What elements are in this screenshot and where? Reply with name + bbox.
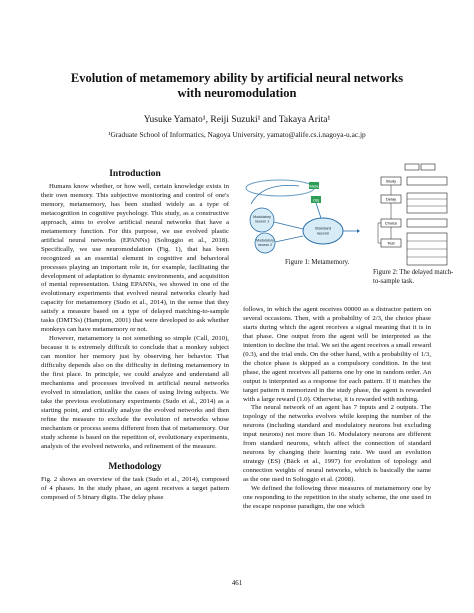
svg-text:Test: Test bbox=[387, 240, 395, 246]
svg-text:neuron 2: neuron 2 bbox=[257, 243, 273, 247]
svg-text:Meta: Meta bbox=[309, 183, 319, 189]
figure-1-caption: Figure 1: Metamemory. bbox=[285, 259, 350, 266]
svg-text:Delay: Delay bbox=[385, 196, 397, 202]
svg-text:Standard: Standard bbox=[314, 225, 332, 231]
svg-text:Study: Study bbox=[385, 178, 397, 184]
intro-paragraph-1: Humans know whether, or how well, certain knowledge exists in their own memory. This subjective monitoring and control of one's memory, metamemory, has been studied widely as a type of metacognition in cognitive psychology. This study, as a constructive approach, aims to evolve artificial neural networks that have a metamemory function. For this purpose, we use evolved plastic artificial neural networks (EPANNs) (Soltoggio et al., 2018). Specifically, we use neuromodulation (Fig. 1), that has been recognized as an essential element in cognitive and behavioral processes playing an important role in, for example, facilitating the development of adaptation to dynamic environments, and acquisition of mental representation. Using EPANNs, we showed in one of the evolutionary experiments that evolved neural networks clearly had capacity for metamemory (Sudo et al., 2014), in the sense that they satisfy a measure based on a type of delayed matching-to-sample tasks (DMTSs) (Hampton, 2001) that were developed to ask whether monkeys can have metamemory or not. bbox=[41, 183, 229, 334]
affiliation: ¹Graduate School of Informatics, Nagoya University, yamato@alife.cs.i.nagoya-u.ac.jp bbox=[108, 130, 366, 139]
figure-2-caption: Figure 2: The delayed match-to-sample task. bbox=[373, 269, 454, 285]
svg-text:neuron 1: neuron 1 bbox=[254, 219, 270, 224]
right-paragraph-1: follows, in which the agent receives 00000 as a distractor pattern on several occasions. Then, with a probability of 2/3, the choice phase starts during which the agent receives a signal meaning that it is in that phase. One output from the agent will be interpreted as the intention to decline the trial. We set the agent receives a small reward (0.3), and the trial ends. On the other hand, with a probability of 1/3, the choice phase is skipped as a compulsory condition. In the test phase, the agent receives all patterns one by one in random order. An output is interpreted as a response for each pattern. If it matches the target pattern it memorized in the study phase, the agent is rewarded with a large reward (1.0). Otherwise, it is rewarded with nothing. bbox=[243, 306, 431, 403]
svg-text:neuron: neuron bbox=[316, 230, 330, 236]
figure-2-dmts-task bbox=[373, 163, 453, 269]
right-paragraph-2: The neural network of an agent has 7 inputs and 2 outputs. The topology of the networks evolves while keeping the number of the neurons (including standard and modulatory neurons but excluding input neurons) not more than 16. Modulatory neurons are different from standard neurons, which affect the connection of standard neurons by changing their learning rate. We used an evolution strategy (ES) (Bäck et al., 1997) for evolution of topology and connection weights of neural networks, which is basically the same as the one used in Soltoggio et al. (2008). bbox=[243, 404, 431, 484]
figure-1-metamemory bbox=[243, 176, 361, 256]
section-heading-methodology: Methodology bbox=[108, 461, 162, 472]
svg-text:Modulatory: Modulatory bbox=[256, 238, 274, 243]
svg-text:Modulatory: Modulatory bbox=[253, 215, 271, 219]
paper-title: Evolution of metamemory ability by artificial neural networks with neuromodulation bbox=[70, 71, 404, 100]
method-paragraph: Fig. 2 shows an overview of the task (Sudo et al., 2014), composed of 4 phases. In the study phase, an agent receives a target pattern composed of 5 binary digits. The delay phase bbox=[41, 475, 229, 501]
page-number: 461 bbox=[231, 580, 243, 587]
section-heading-introduction: Introduction bbox=[109, 169, 161, 179]
svg-text:Choice: Choice bbox=[384, 220, 398, 226]
svg-text:Obj: Obj bbox=[312, 197, 320, 203]
intro-paragraph-2: However, metamemory is not something so simple (Call, 2010), because it is extremely difficult to conclude that a monkey subject can monitor her memory just by observing her behavior. That difficulty depends also on the difficulty in defining metamemory in the first place. In principle, we could analyze and understand all mechanisms and processes involved in artificial neural networks evolved in simulation, unlike the cases of using living subjects. We take the previous evolutionary experiments (Sudo et al., 2014) as a starting point, and critically analyze the evolved networks and then refine the measure to exclude the evolution of networks whose mechanism or process seems different from that of metamemory. Our study scheme is based on the repetition of, evolutionary experiments, analysis of the evolved networks, and refinement of the measure. bbox=[41, 335, 229, 450]
right-column bbox=[243, 306, 431, 512]
left-column bbox=[41, 168, 229, 502]
right-paragraph-3: We defined the following three measures of metamemory one by one responding to the repetition in the study scheme, the one used in the escape response paradigm, the one which bbox=[243, 485, 431, 510]
author-list: Yusuke Yamato¹, Reiji Suzuki¹ and Takaya Arita¹ bbox=[143, 115, 331, 125]
